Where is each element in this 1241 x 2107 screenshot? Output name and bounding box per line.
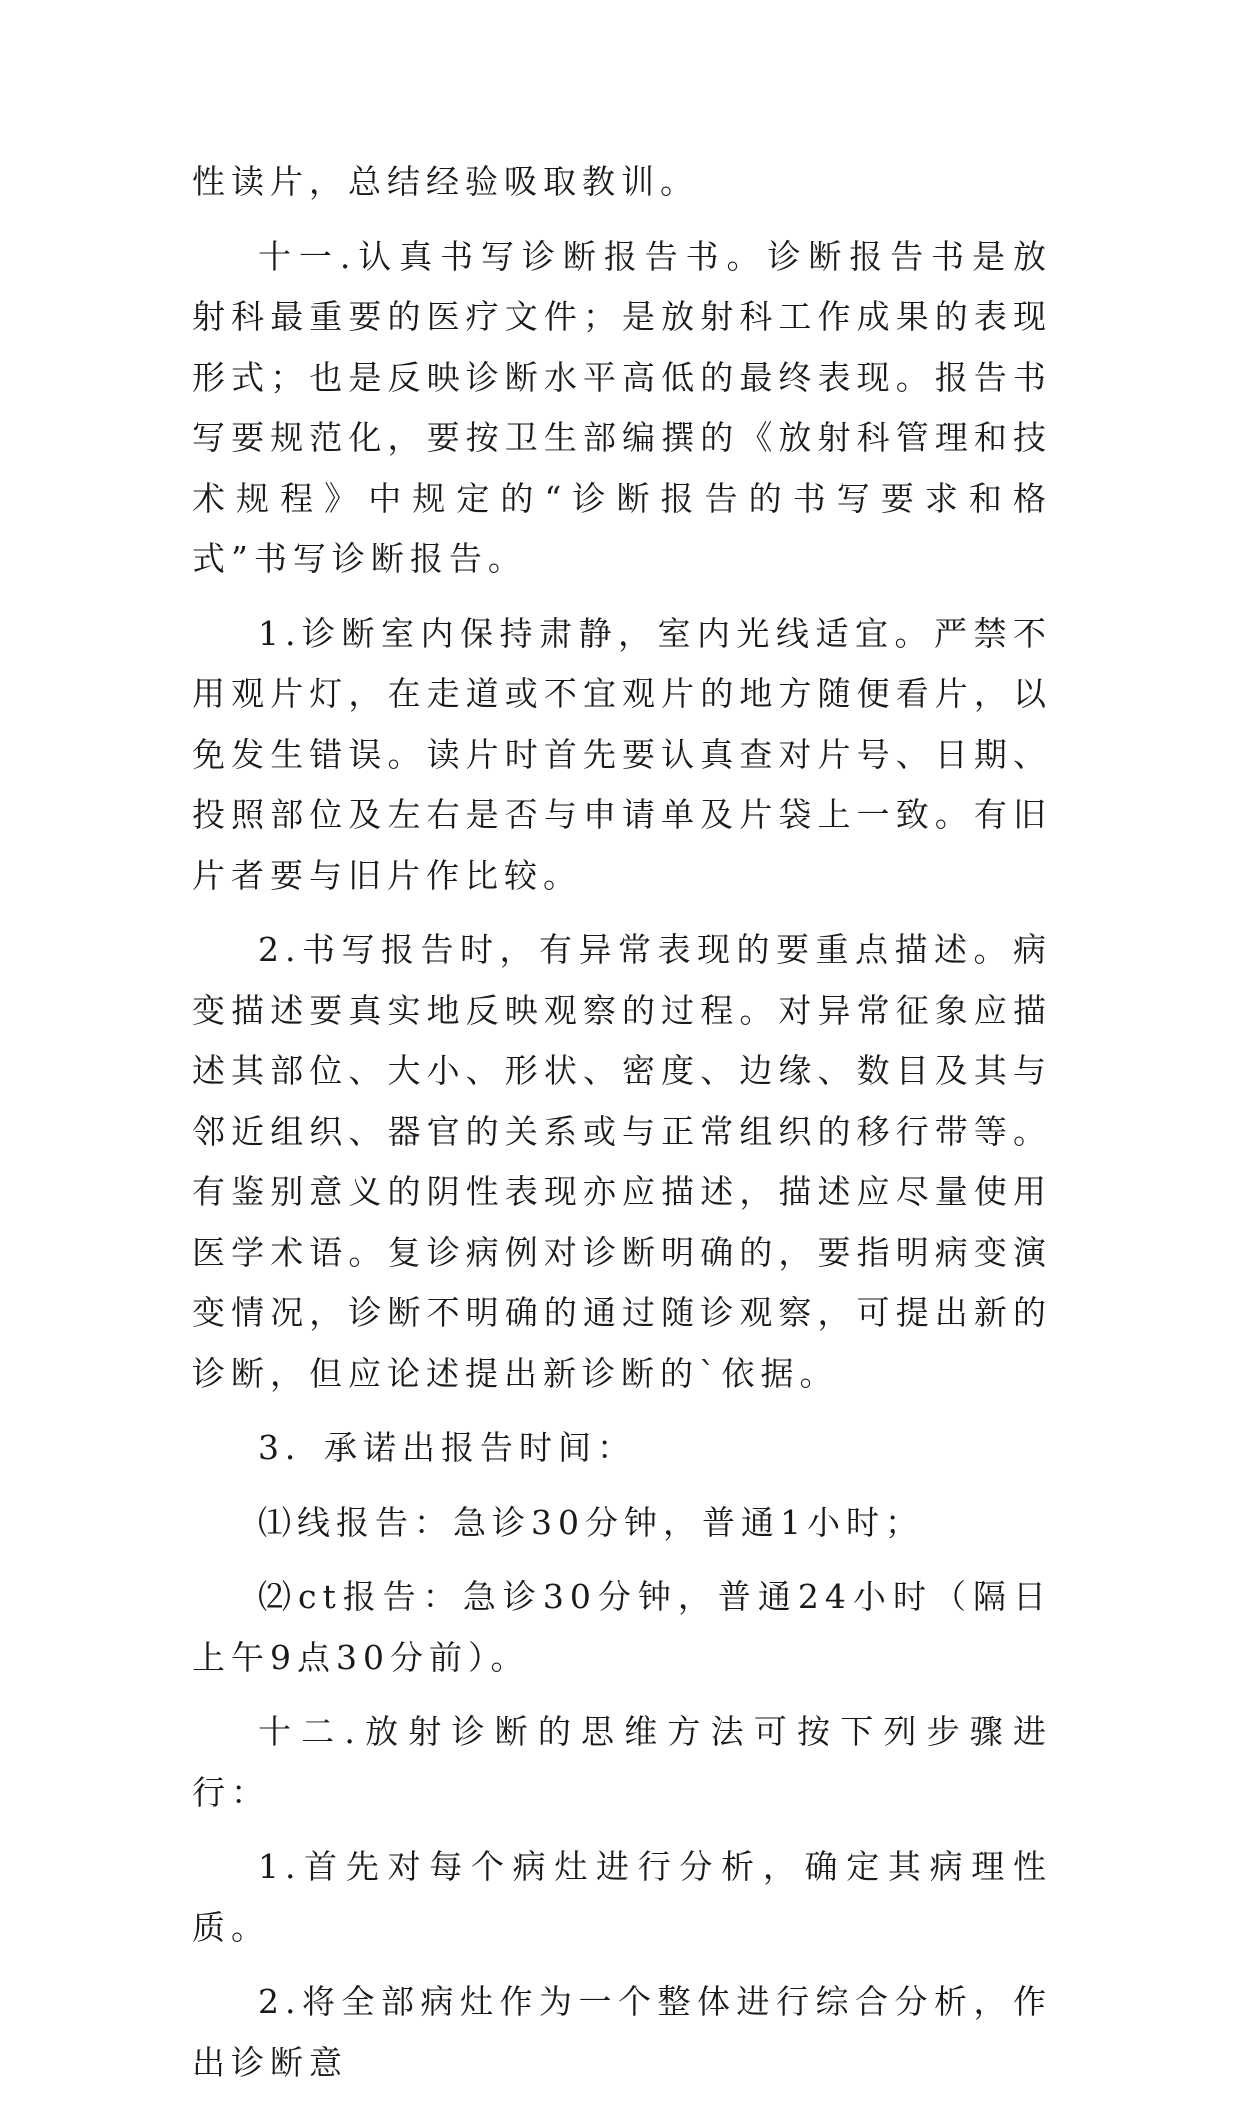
paragraph: 1.首先对每个病灶进行分析，确定其病理性质。 [192,1847,1052,1947]
paragraph: 性读片，总结经验吸取教训。 [192,162,699,201]
paragraph: 3．承诺出报告时间： [258,1428,636,1467]
paragraph: 十一.认真书写诊断报告书。诊断报告书是放射科最重要的医疗文件；是放射科工作成果的表现形式；也是反映诊断水平高低的最终表现。报告书写要规范化，要按卫生部编撰的《放射科管理和技术规程》中规定的“诊断报告的书写要求和格式”书写诊断报告。 [192,236,1052,578]
paragraph: 1.诊断室内保持肃静，室内光线适宜。严禁不用观片灯，在走道或不宜观片的地方随便看片，以免发生错误。读片时首先要认真查对片号、日期、投照部位及左右是否与申请单及片袋上一致。有旧片者要与旧片作比较。 [192,613,1052,895]
document-page [192,152,1052,2107]
paragraph: 2.书写报告时，有异常表现的要重点描述。病变描述要真实地反映观察的过程。对异常征象应描述其部位、大小、形状、密度、边缘、数目及其与邻近组织、器官的关系或与正常组织的移行带等。有鉴别意义的阴性表现亦应描述，描述应尽量使用医学术语。复诊病例对诊断明确的，要指明病变演变情况，诊断不明确的通过随诊观察，可提出新的诊断，但应论述提出新诊断的`依据。 [192,930,1052,1393]
paragraph: 十二.放射诊断的思维方法可按下列步骤进行： [192,1712,1052,1812]
paragraph: ⑴线报告：急诊30分钟，普通1小时； [258,1502,924,1542]
paragraph: 2.将全部病灶作为一个整体进行综合分析，作出诊断意 [192,1982,1052,2082]
paragraph: ⑵ct报告：急诊30分钟，普通24小时（隔日上午9点30分前）。 [192,1577,1052,1677]
